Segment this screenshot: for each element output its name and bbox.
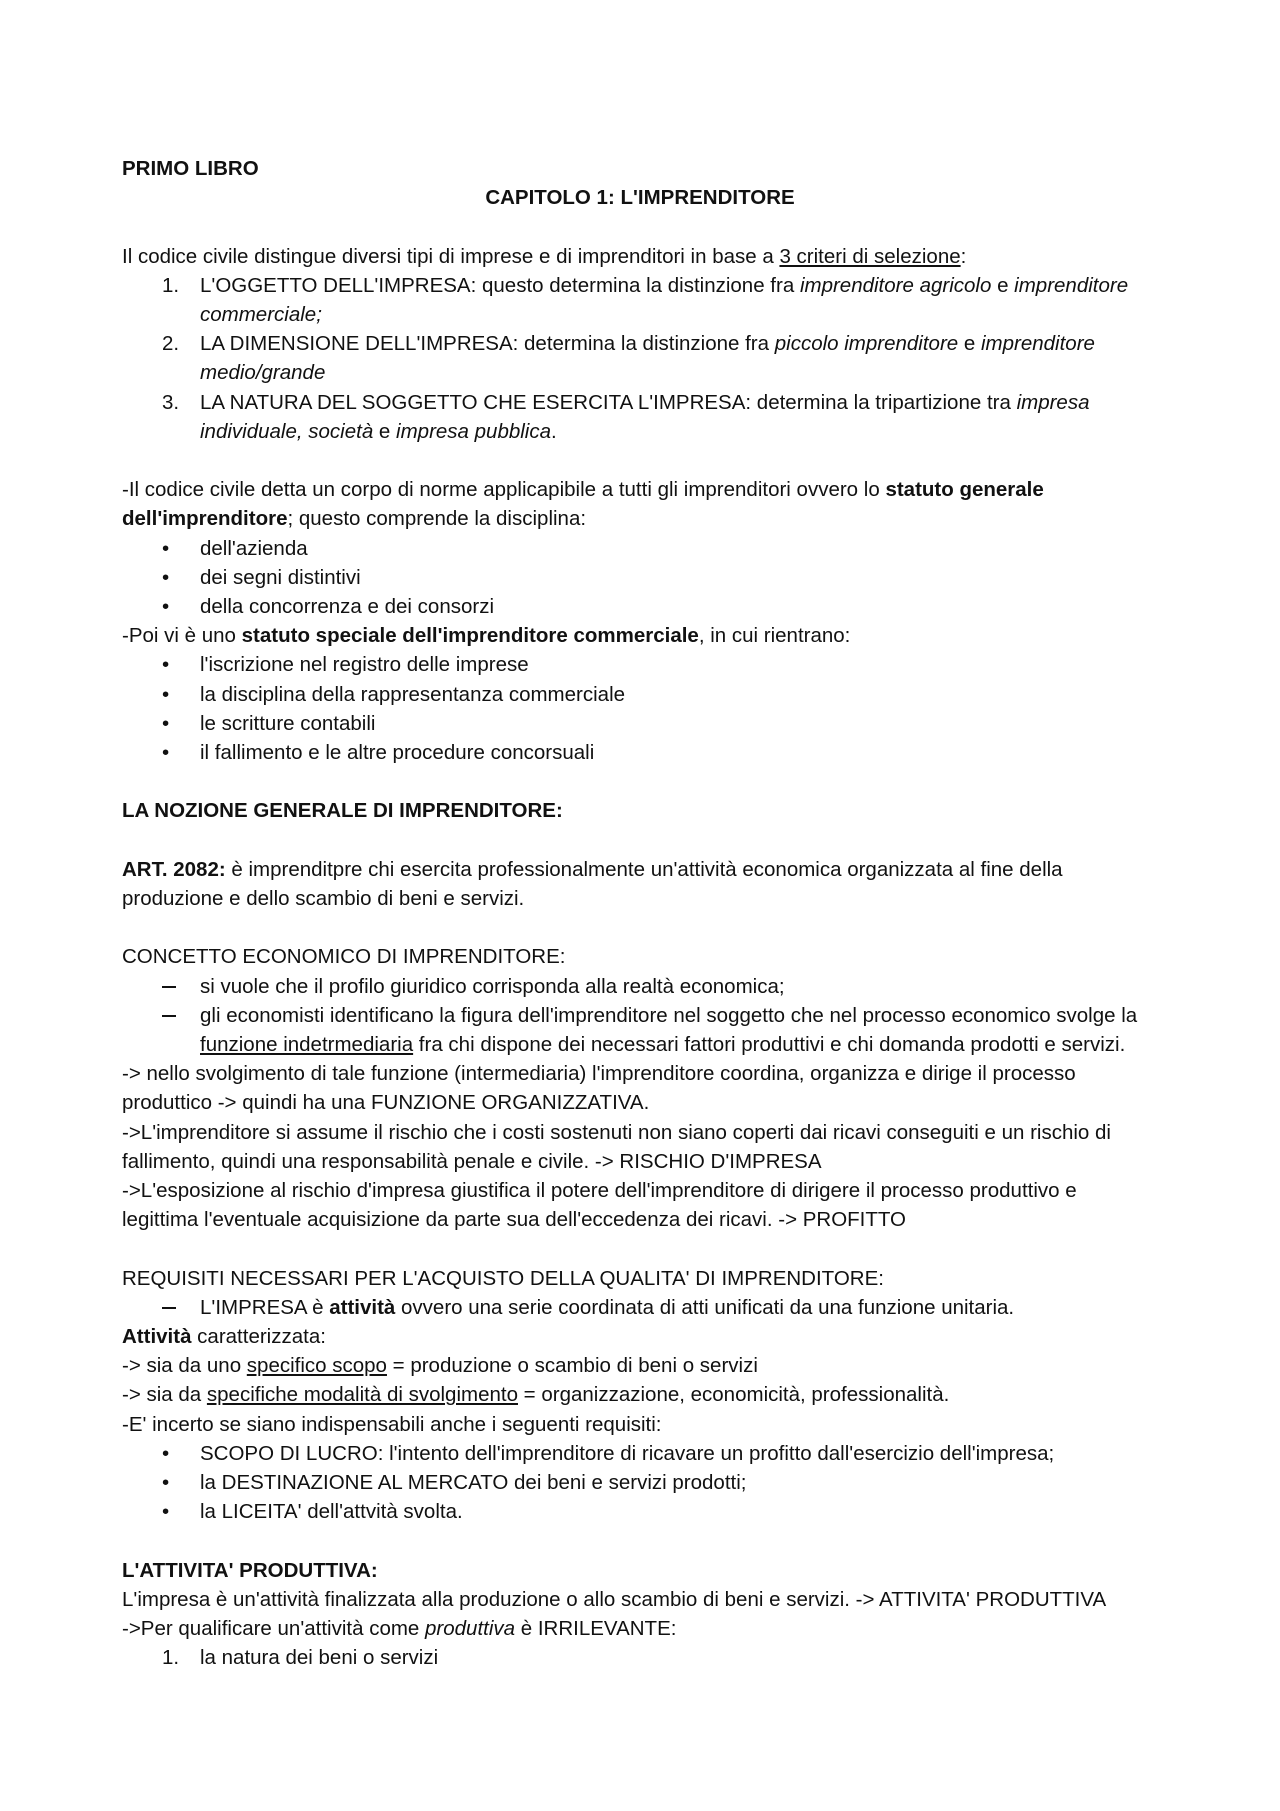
arrow-paragraph: -> nello svolgimento di tale funzione (intermediaria) l'imprenditore coordina, organizza e dirige il processo produttico -> quindi ha una FUNZIONE ORGANIZZATIVA. [122,1062,1076,1115]
concetto-list [122,972,1158,1060]
book-title: PRIMO LIBRO [122,157,259,180]
list-item: L'IMPRESA è attività ovvero una serie coordinata di atti unificati da una funzione unitaria. [122,1293,1158,1322]
list-item: • SCOPO DI LUCRO: l'intento dell'imprenditore di ricavare un profitto dall'esercizio dell'impresa; [162,1441,1055,1465]
list-item: • il fallimento e le altre procedure concorsuali [162,741,595,765]
criteria-list [122,271,1158,446]
statuto-generale-paragraph: -Il codice civile detta un corpo di norme applicapibile a tutti gli imprenditori ovvero lo statuto generale dell'imprenditore; questo comprende la disciplina: [122,478,1044,531]
produttiva-line: L'impresa è un'attività finalizzata alla produzione o allo scambio di beni e servizi. -> ATTIVITA' PRODUTTIVA [122,1587,1107,1611]
arrow-paragraph: ->L'esposizione al rischio d'impresa giustifica il potere dell'imprenditore di dirigere il processo produttivo e legittima l'eventuale acquisizione da parte sua dell'eccedenza dei ricavi. -> PROFITTO [122,1179,1077,1232]
list-item: • la LICEITA' dell'attvità svolta. [162,1500,463,1524]
list-item: • la DESTINAZIONE AL MERCATO dei beni e servizi prodotti; [162,1471,747,1495]
section-heading: L'ATTIVITA' PRODUTTIVA: [122,1558,378,1582]
list-item: • della concorrenza e dei consorzi [162,595,494,619]
list-item: • dei segni distintivi [162,565,361,589]
criteria-link: 3 criteri di selezione [779,244,961,268]
requisiti-dash-list [122,1293,1158,1322]
list-item: si vuole che il profilo giuridico corrisponda alla realtà economica; [122,972,1158,1001]
list-item: • dell'azienda [162,536,308,560]
list-item: • le scritture contabili [162,711,376,735]
section-heading: CONCETTO ECONOMICO DI IMPRENDITORE: [122,945,566,969]
chapter-title: CAPITOLO 1: L'IMPRENDITORE [485,186,795,210]
requisiti-bullet-list [122,1439,1158,1527]
list-item: • l'iscrizione nel registro delle imprese [162,653,529,677]
produttiva-list [122,1643,1158,1672]
statuto-generale-list [122,534,1158,622]
list-item: gli economisti identificano la figura dell'imprenditore nel soggetto che nel processo economico svolge la funzione indetrmediaria fra chi dispone dei necessari fattori produttivi e chi domanda prodotti e servizi. [122,1001,1158,1059]
section-heading: LA NOZIONE GENERALE DI IMPRENDITORE: [122,799,563,823]
statuto-speciale-paragraph: -Poi vi è uno statuto speciale dell'imprenditore commerciale, in cui rientrano: [122,624,851,648]
statuto-speciale-list [122,650,1158,767]
list-item: 1. la natura dei beni o servizi [162,1646,439,1670]
list-item: 3. LA NATURA DEL SOGGETTO CHE ESERCITA L'IMPRESA: determina la tripartizione tra impresa individuale, società e impresa pubblica. [162,390,1090,443]
scopo-line: -> sia da uno specifico scopo = produzione o scambio di beni o servizi [122,1354,758,1378]
attivita-line: Attività caratterizzata: [122,1325,326,1349]
incerto-line: -E' incerto se siano indispensabili anche i seguenti requisiti: [122,1412,662,1436]
document-body [122,154,1158,1672]
section-heading: REQUISITI NECESSARI PER L'ACQUISTO DELLA QUALITA' DI IMPRENDITORE: [122,1266,884,1290]
list-item: • la disciplina della rappresentanza commerciale [162,682,626,706]
produttiva-line: ->Per qualificare un'attività come produttiva è IRRILEVANTE: [122,1617,677,1641]
list-item: 2. LA DIMENSIONE DELL'IMPRESA: determina la distinzione fra piccolo imprenditore e imprenditore medio/grande [162,332,1095,385]
arrow-paragraph: ->L'imprenditore si assume il rischio che i costi sostenuti non siano coperti dai ricavi conseguiti e un rischio di fallimento, quindi una responsabilità penale e civile. -> RISCHIO D'IMPRESA [122,1120,1111,1173]
article-paragraph: ART. 2082: è imprenditpre chi esercita professionalmente un'attività economica organizzata al fine della produzione e dello scambio di beni e servizi. [122,857,1063,911]
modalita-line: -> sia da specifiche modalità di svolgimento = organizzazione, economicità, professionalità. [122,1383,950,1407]
intro-paragraph: Il codice civile distingue diversi tipi di imprese e di imprenditori in base a 3 criteri di selezione: [122,244,967,268]
list-item: 1. L'OGGETTO DELL'IMPRESA: questo determina la distinzione fra imprenditore agricolo e imprenditore commerciale; [162,273,1129,326]
